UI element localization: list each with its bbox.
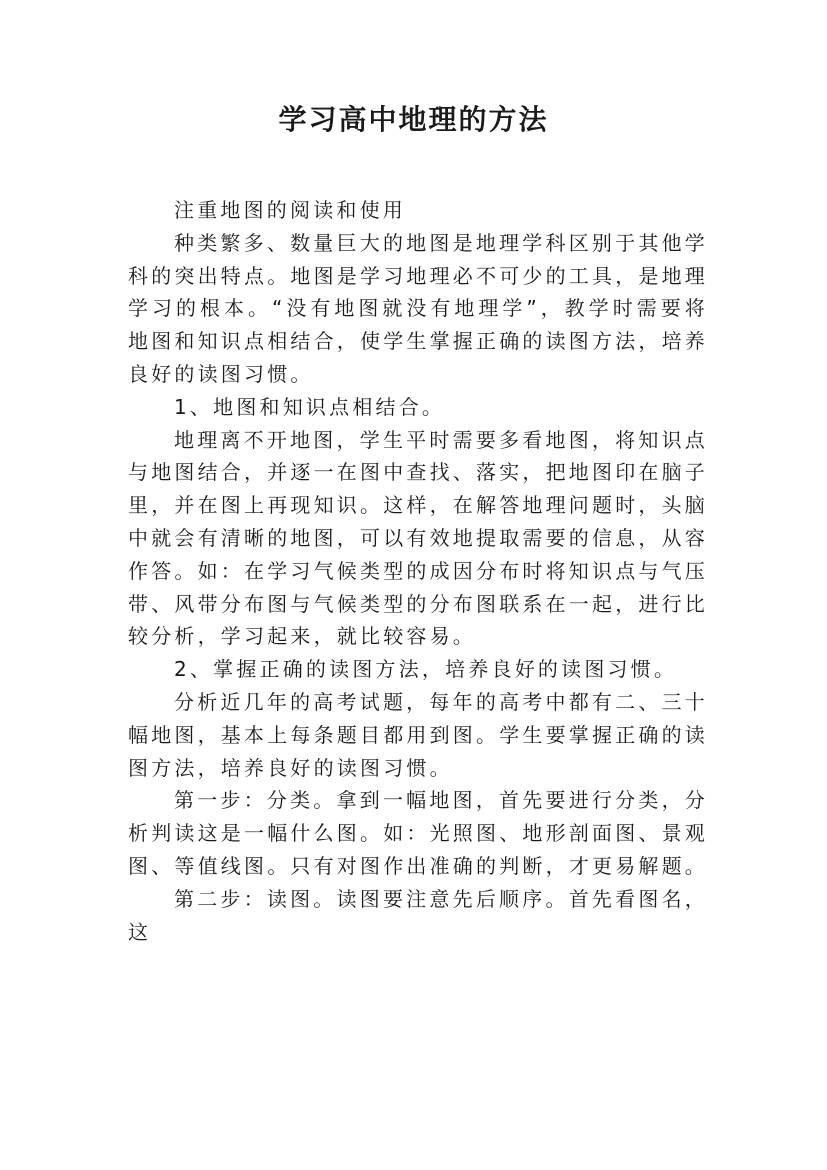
- document-body: [128, 194, 708, 948]
- paragraph-point-2-body: 分析近几年的高考试题，每年的高考中都有二、三十幅地图，基本上每条题目都用到图。学生要掌握正确的读图方法，培养良好的读图习惯。: [128, 689, 708, 780]
- paragraph-section-heading: 注重地图的阅读和使用: [174, 198, 406, 222]
- paragraph-step-2: 第二步：读图。读图要注意先后顺序。首先看图名，这: [128, 886, 708, 944]
- paragraph-point-1-body: 地理离不开地图，学生平时需要多看地图，将知识点与地图结合，并逐一在图中查找、落实，把地图印在脑子里，并在图上再现知识。这样，在解答地理问题时，头脑中就会有清晰的地图，可以有效地提取需要的信息，从容作答。如：在学习气候类型的成因分布时将知识点与气压带、风带分布图与气候类型的分布图联系在一起，进行比较分析，学习起来，就比较容易。: [128, 427, 708, 649]
- paragraph-step-1: 第一步：分类。拿到一幅地图，首先要进行分类，分析判读这是一幅什么图。如：光照图、地形剖面图、景观图、等值线图。只有对图作出准确的判断，才更易解题。: [128, 788, 708, 878]
- paragraph-point-2-heading: 2、掌握正确的读图方法，培养良好的读图习惯。: [174, 657, 678, 682]
- paragraph-intro: 种类繁多、数量巨大的地图是地理学科区别于其他学科的突出特点。地图是学习地理必不可少的工具，是地理学习的根本。“没有地图就没有地理学”，教学时需要将地图和知识点相结合，使学生掌握正确的读图方法，培养良好的读图习惯。: [128, 230, 708, 386]
- paragraph-point-1-heading: 1、地图和知识点相结合。: [174, 394, 446, 419]
- document-title: 学习高中地理的方法: [278, 103, 549, 136]
